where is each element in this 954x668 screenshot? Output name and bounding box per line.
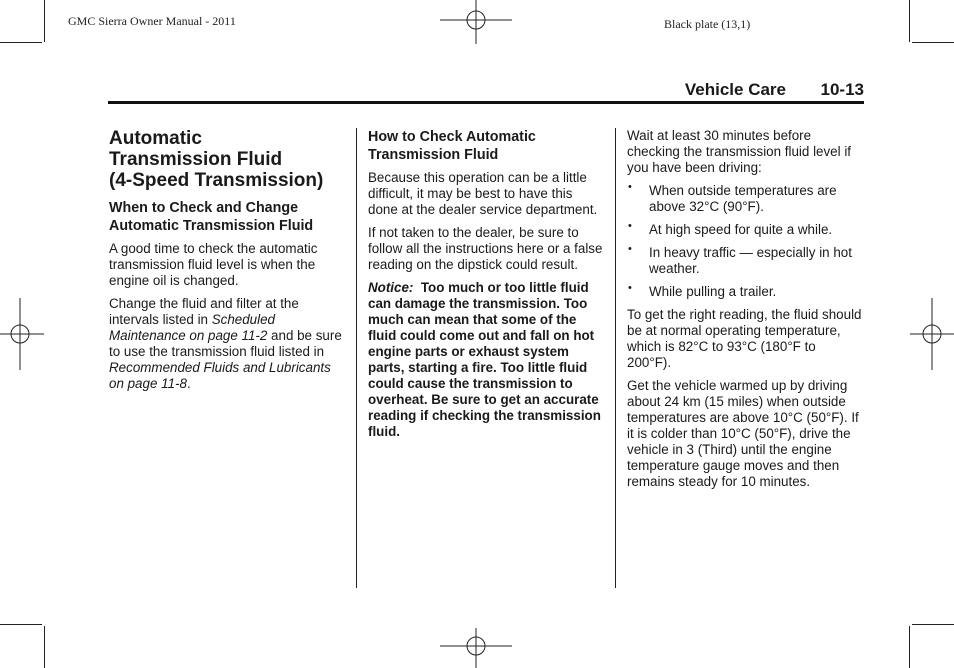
registration-mark-right	[908, 296, 954, 372]
column-divider	[356, 128, 357, 588]
list-item	[627, 222, 863, 238]
notice-label: Notice:	[368, 280, 414, 295]
list-item	[627, 183, 863, 215]
crop-mark	[44, 0, 45, 42]
bullet-icon: •	[628, 282, 632, 294]
list-item-text: When outside temperatures are above 32°C (90°F).	[649, 183, 837, 214]
text: Change the fluid and filter at the intervals listed in	[109, 296, 299, 327]
notice-block	[368, 280, 604, 440]
running-header	[108, 80, 864, 102]
text: and be sure to use the transmission fluid listed in	[109, 328, 342, 359]
page-number: 10-13	[820, 80, 864, 99]
bullet-icon: •	[628, 220, 632, 232]
crop-mark	[912, 42, 954, 43]
bullet-icon: •	[628, 181, 632, 193]
paragraph: A good time to check the automatic transmission fluid level is when the engine oil is changed.	[109, 241, 318, 288]
registration-mark-left	[0, 296, 46, 372]
header-rule	[108, 101, 864, 104]
crop-mark	[909, 626, 910, 668]
list-item-text: At high speed for quite a while.	[649, 222, 833, 237]
cross-reference-link[interactable]: Recommended Fluids and Lubricants on page 11-8	[109, 360, 331, 391]
crop-mark	[0, 42, 42, 43]
crop-mark	[44, 626, 45, 668]
list-item-text: While pulling a trailer.	[649, 284, 777, 299]
heading-line: Transmission Fluid	[109, 149, 283, 170]
text: .	[186, 376, 191, 391]
paragraph-with-references	[109, 296, 345, 392]
notice-text: Too much or too little fluid can damage the transmission. Too much can mean that some of the fluid could come out and fall on hot engine parts or exhaust system parts, starting a fire. Too little fluid could cause the transmission to overheat. Be sure to get an accurate reading if checking the transmission fluid.	[368, 280, 605, 439]
bullet-list	[627, 183, 863, 300]
section-heading	[109, 128, 345, 191]
list-item	[627, 284, 863, 300]
list-item-text: In heavy traffic — especially in hot weather.	[649, 245, 852, 276]
section-title: Vehicle Care	[684, 80, 786, 99]
paragraph: To get the right reading, the fluid should be at normal operating temperature, which is 82°C to 93°C (180°F to 200°F).	[627, 307, 862, 370]
plate-manual-title: GMC Sierra Owner Manual - 2011	[68, 14, 236, 28]
heading-line: Automatic	[109, 128, 202, 149]
column-3	[627, 128, 863, 497]
paragraph: Because this operation can be a little difficult, it may be best to have this done at the dealer service department.	[368, 170, 598, 217]
bullet-icon: •	[628, 243, 632, 255]
subheading-when-to-check: When to Check and Change Automatic Transmission Fluid	[109, 200, 314, 234]
heading-line: (4-Speed Transmission)	[109, 170, 324, 191]
column-divider	[615, 128, 616, 588]
column-2	[368, 128, 604, 447]
registration-mark-bottom	[436, 624, 516, 668]
list-item	[627, 245, 863, 277]
column-1	[109, 128, 345, 399]
subheading-how-to-check: How to Check Automatic Transmission Fluid	[368, 129, 536, 163]
cross-reference-link[interactable]: Scheduled Maintenance on page 11-2	[109, 312, 276, 343]
crop-mark	[912, 624, 954, 625]
registration-mark-top	[436, 0, 516, 46]
crop-mark	[0, 624, 42, 625]
paragraph: Wait at least 30 minutes before checking the transmission fluid level if you have been driving:	[627, 128, 852, 175]
crop-mark	[909, 0, 910, 42]
paragraph: If not taken to the dealer, be sure to follow all the instructions here or a false reading on the dipstick could result.	[368, 225, 603, 272]
paragraph: Get the vehicle warmed up by driving about 24 km (15 miles) when outside temperatures are above 10°C (50°F). If it is colder than 10°C (50°F), drive the vehicle in 3 (Third) until the engine temperature gauge moves and then remains steady for 10 minutes.	[627, 378, 859, 489]
plate-info: Black plate (13,1)	[664, 17, 751, 31]
